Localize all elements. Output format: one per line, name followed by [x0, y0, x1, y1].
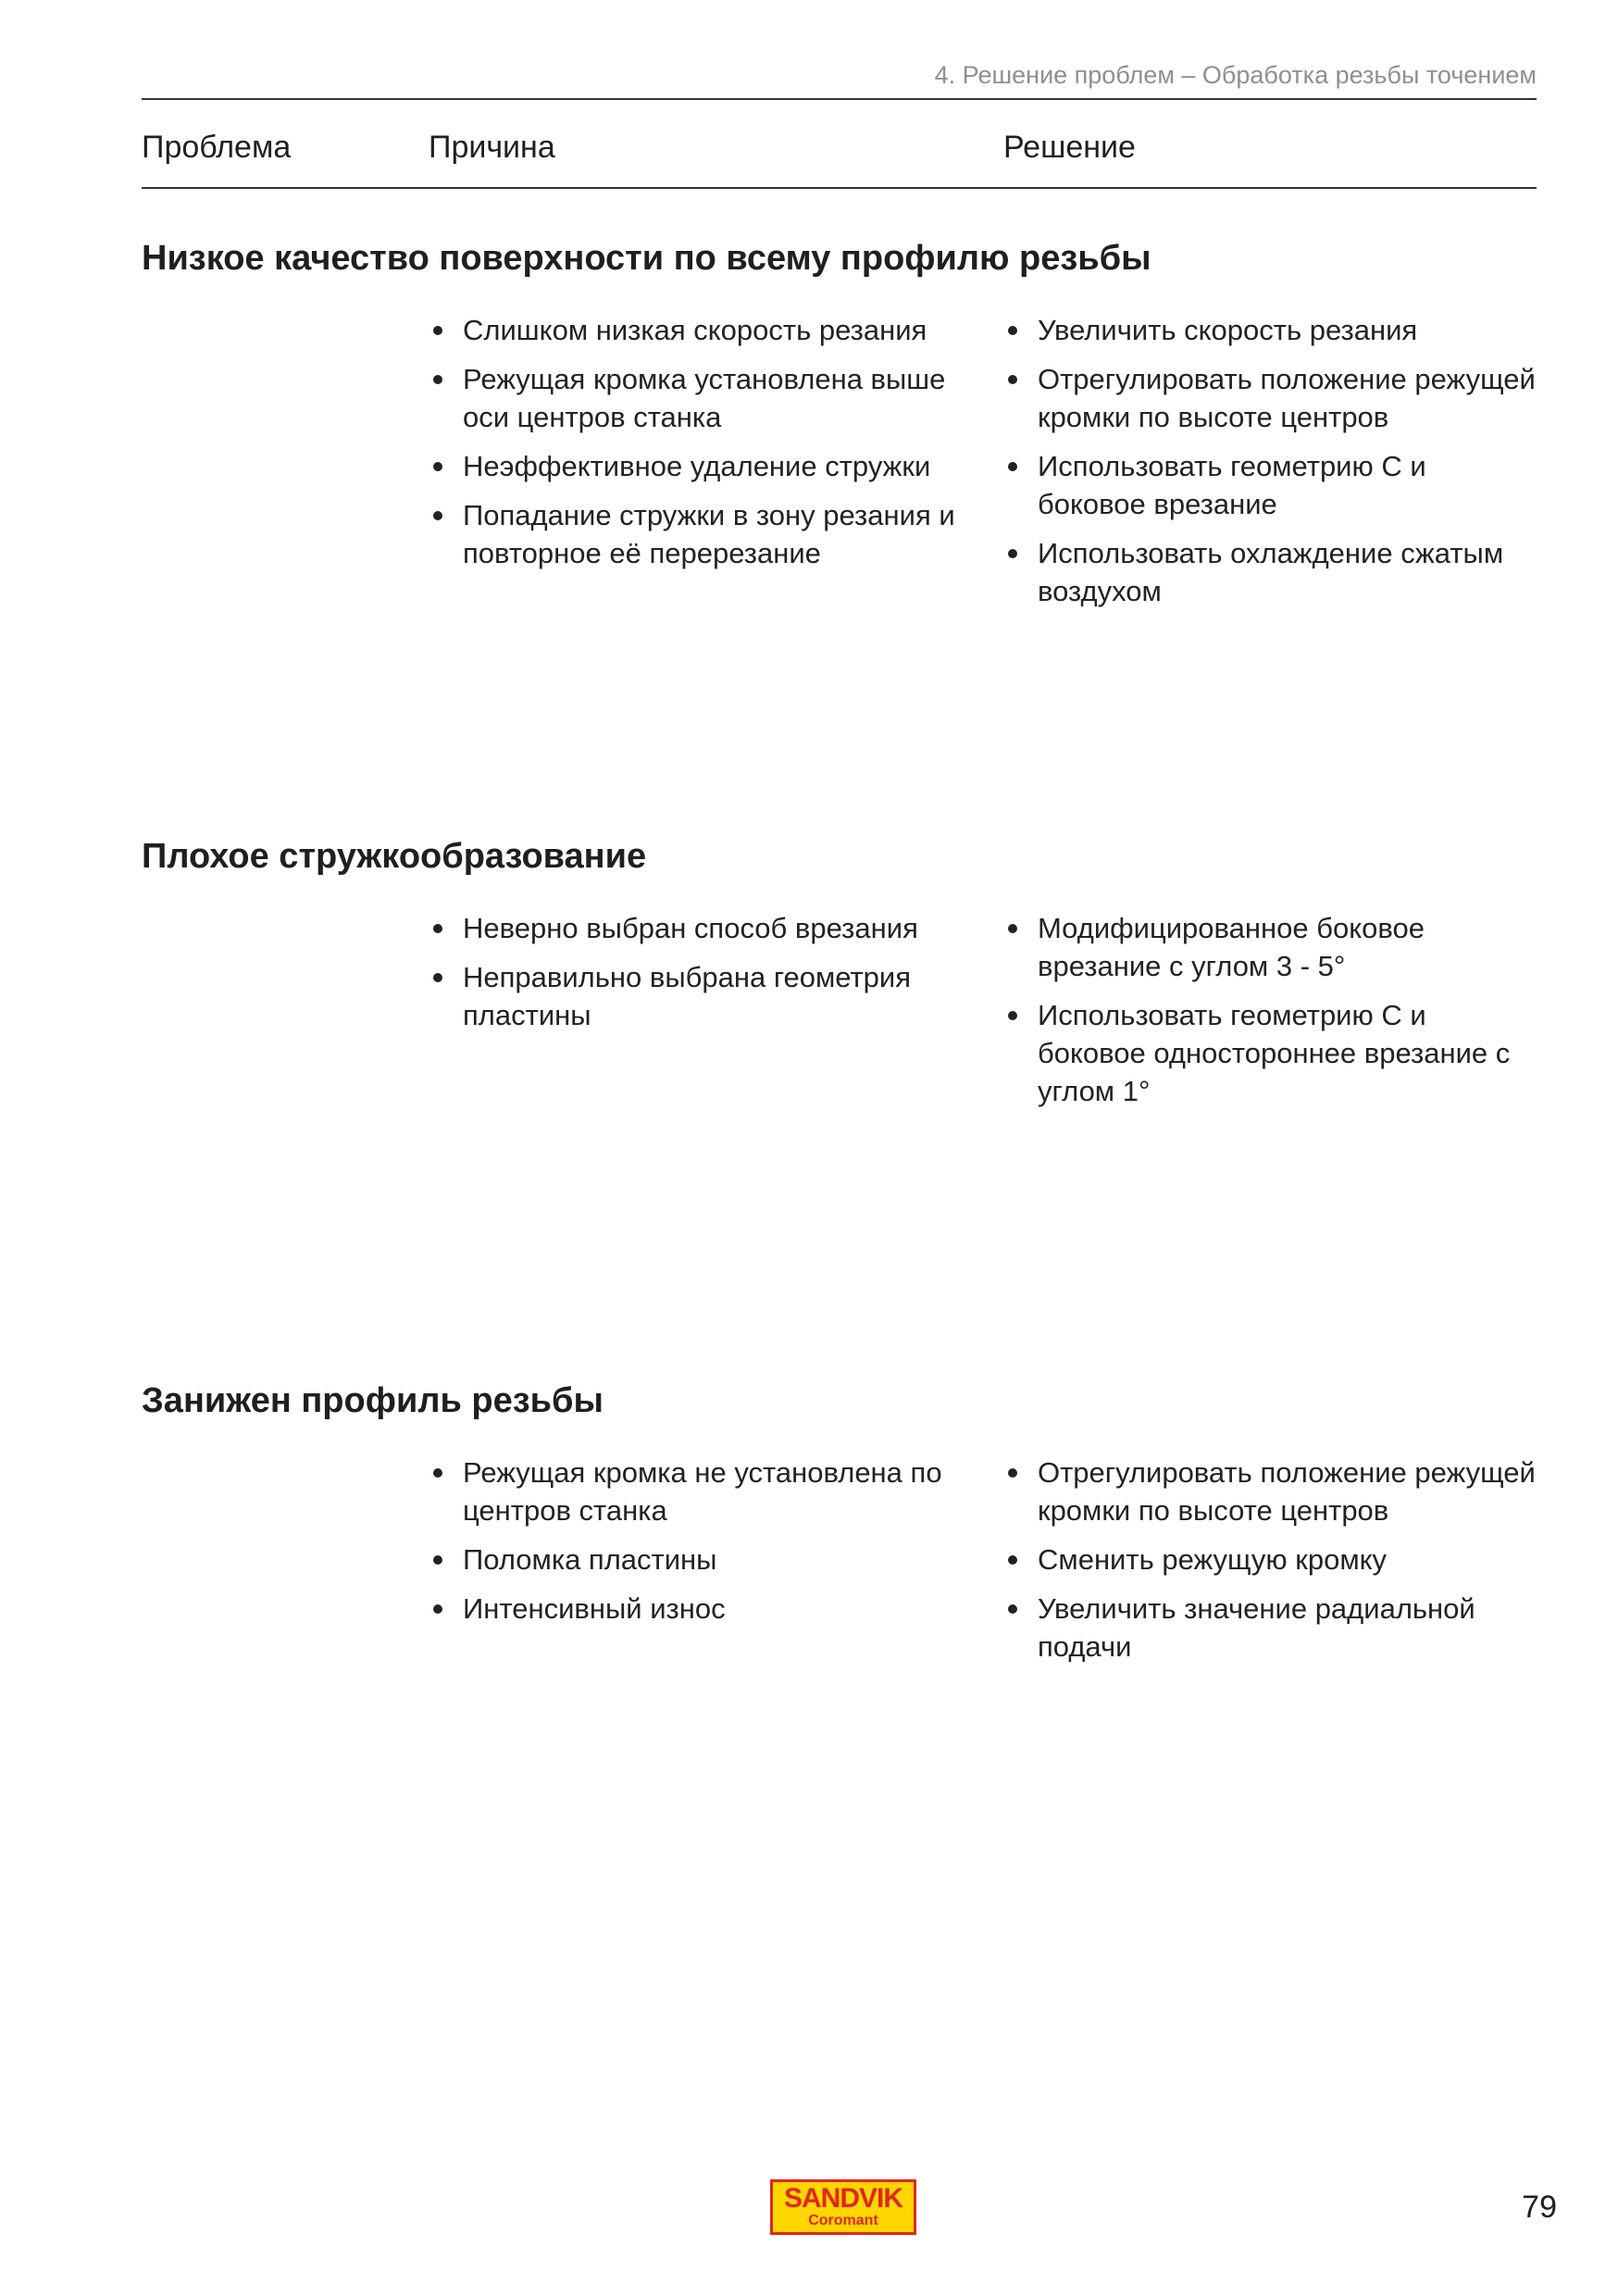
solution-item: Использовать геометрию C и боковое врезание [1003, 447, 1540, 523]
column-header-solution: Решение [1003, 130, 1136, 165]
cause-list [429, 909, 965, 1045]
solution-item: Увеличить значение радиальной подачи [1003, 1590, 1540, 1666]
column-headers [0, 130, 1618, 170]
cause-item: Режущая кромка установлена выше оси центров станка [429, 360, 965, 436]
solution-list [1003, 311, 1540, 621]
cause-item: Попадание стружки в зону резания и повторное её перерезание [429, 496, 965, 572]
cause-item: Интенсивный износ [429, 1590, 965, 1628]
sandvik-coromant-logo [770, 2179, 916, 2235]
solution-item: Сменить режущую кромку [1003, 1541, 1540, 1578]
solution-item: Модифицированное боковое врезание с углом 3 - 5° [1003, 909, 1540, 985]
logo-sub-text: Coromant [808, 2213, 878, 2228]
header-rule [142, 98, 1537, 100]
cause-item: Поломка пластины [429, 1541, 965, 1578]
solution-item: Использовать геометрию C и боковое одностороннее врезание с углом 1° [1003, 996, 1540, 1110]
cause-list [429, 311, 965, 583]
cause-item: Неправильно выбрана геометрия пластины [429, 958, 965, 1034]
cause-item: Слишком низкая скорость резания [429, 311, 965, 349]
solution-item: Увеличить скорость резания [1003, 311, 1540, 349]
solution-item: Использовать охлаждение сжатым воздухом [1003, 534, 1540, 610]
solution-list [1003, 909, 1540, 1121]
column-header-problem: Проблема [142, 130, 292, 165]
column-header-rule [142, 187, 1537, 189]
running-header: 4. Решение проблем – Обработка резьбы точением [934, 61, 1537, 89]
cause-item: Неверно выбран способ врезания [429, 909, 965, 947]
cause-list [429, 1454, 965, 1639]
problem-title: Занижен профиль резьбы [142, 1381, 604, 1420]
cause-item: Неэффективное удаление стружки [429, 447, 965, 485]
solution-item: Отрегулировать положение режущей кромки по высоте центров [1003, 360, 1540, 436]
column-header-cause: Причина [429, 130, 555, 165]
problem-title: Плохое стружкообразование [142, 837, 647, 876]
solution-list [1003, 1454, 1540, 1677]
logo-main-text: SANDVIK [783, 2183, 902, 2214]
page-number: 79 [1522, 2190, 1557, 2225]
problem-title: Низкое качество поверхности по всему профилю резьбы [142, 239, 1151, 278]
solution-item: Отрегулировать положение режущей кромки по высоте центров [1003, 1454, 1540, 1529]
cause-item: Режущая кромка не установлена по центров станка [429, 1454, 965, 1529]
